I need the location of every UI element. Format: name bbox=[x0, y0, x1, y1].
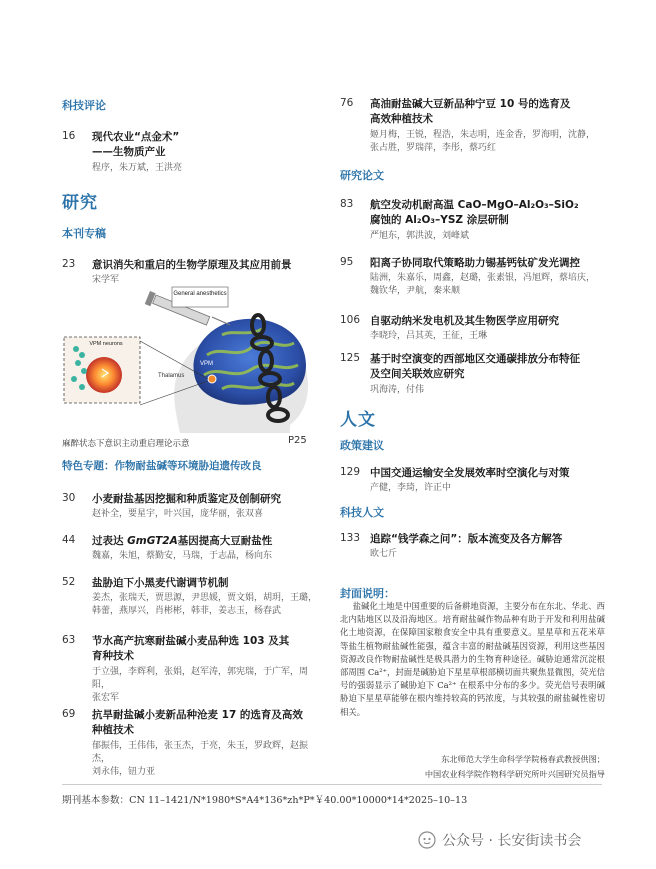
page-number: 76 bbox=[340, 97, 354, 109]
toc-entry-106[interactable] bbox=[340, 314, 610, 344]
page-number: 23 bbox=[62, 258, 76, 270]
entry-title: 基于时空演变的西部地区交通碳排放分布特征 及空间关联效应研究 bbox=[370, 353, 580, 380]
entry-title: 航空发动机耐高温 CaO–MgO–Al₂O₃–SiO₂ 腐蚀的 Al₂O₃–YSZ 涂层研制 bbox=[370, 199, 579, 226]
feature-figure bbox=[62, 285, 310, 433]
cover-description-title: 封面说明： bbox=[340, 587, 395, 600]
toc-entry-133[interactable] bbox=[340, 532, 610, 562]
entry-title: 过表达 GmGT2A基因提高大豆耐盐性 bbox=[92, 535, 273, 547]
entry-authors: 陆洲，朱嘉乐，周鑫，赵璐，张素银，冯旭辉，蔡培庆， 魏钦华，尹航，秦来顺 bbox=[370, 273, 596, 296]
entry-title: 追踪“钱学森之问”：版本流变及各方解答 bbox=[370, 533, 563, 545]
entry-authors: 郁振伟，王伟伟，张玉杰，于亮，朱玉，罗政辉，赵振杰， 刘永伟，钮力亚 bbox=[92, 741, 309, 777]
cover-description-body: 盐碱化土地是中国重要的后备耕地资源，主要分布在东北、华北、西北内陆地区以及沿海地区。培育耐盐碱作物品种有助于开发和利用盐碱化土地资源，在保障国家粮食安全中具有重要意义。星星草和五花米草等盐生植物耐盐碱性能强，蕴含丰富的耐盐碱基因资源，利用这些基因资源改良作物耐盐碱性是极具潜力的生物育种途径。碱胁迫通常沉淀根部周围 Ca²⁺，封面是碱胁迫下星星草根部横切面共聚焦显微图，荧光信号的强弱显示了碱胁迫下 Ca²⁺ 在根系中分布的多少。荧光信号表明碱胁迫下星星草能够在根内维持较高的钙浓度，与其较强的耐盐碱性密切相关。 bbox=[340, 601, 605, 717]
entry-authors: 欧七斤 bbox=[370, 549, 398, 559]
entry-authors: 李晓玲，吕其英，王征，王琳 bbox=[370, 331, 488, 341]
label-general-anesthetics: General anesthetics bbox=[173, 291, 227, 297]
entry-authors: 严旭东，郭洪波，刘峰斌 bbox=[370, 231, 470, 241]
toc-entry-83[interactable] bbox=[340, 198, 610, 243]
figure-page: P25 bbox=[288, 435, 307, 446]
entry-authors: 宋学军 bbox=[92, 275, 120, 285]
section-humanities: 人文 bbox=[340, 410, 376, 430]
brain-illustration bbox=[62, 285, 310, 433]
toc-entry-52[interactable] bbox=[62, 576, 322, 621]
entry-title: 高油耐盐碱大豆新品种宁豆 10 号的选育及 高效种植技术 bbox=[370, 98, 571, 125]
entry-authors: 魏嘉，朱旭，蔡勤安，马瑞，于志晶，杨向东 bbox=[92, 551, 273, 561]
toc-entry-125[interactable] bbox=[340, 352, 610, 397]
entry-authors: 赵补全，要星宇，叶兴国，庞华丽，张双喜 bbox=[92, 509, 264, 519]
page-number: 52 bbox=[62, 576, 76, 588]
entry-title: 盐胁迫下小黑麦代谢调节机制 bbox=[92, 577, 229, 589]
figure-caption: 麻醉状态下意识主动重启理论示意 bbox=[62, 439, 190, 449]
entry-title: 小麦耐盐基因挖掘和种质鉴定及创制研究 bbox=[92, 493, 281, 505]
entry-authors: 于立强，李辉利，张娟，赵军涛，郭宪瑞，于广军，周阳， 张宏军 bbox=[92, 667, 309, 703]
section-research-papers: 研究论文 bbox=[340, 169, 384, 182]
entry-authors: 姬月梅，王锐，程浩，朱志明，连金香，罗海明，沈静， 张占胜，罗瑞萍，李彤，蔡巧红 bbox=[370, 130, 596, 153]
label-vpm-neurons: VPM neurons bbox=[89, 341, 123, 347]
page-number: 63 bbox=[62, 634, 76, 646]
subsection-special-topic: 特色专题：作物耐盐碱等环境胁迫遗传改良 bbox=[62, 460, 262, 472]
page-number: 95 bbox=[340, 256, 354, 268]
anesthetics-label-box bbox=[172, 287, 228, 307]
toc-entry-129[interactable] bbox=[340, 466, 610, 496]
thalamus-marker bbox=[208, 375, 216, 383]
toc-entry-30[interactable] bbox=[62, 492, 322, 522]
section-tech-review: 科技评论 bbox=[62, 99, 106, 112]
page-number: 30 bbox=[62, 492, 76, 504]
label-vpm: VPM bbox=[200, 361, 214, 367]
watermark-text: 公众号 · 长安街读书会 bbox=[442, 833, 582, 849]
entry-title: 阳离子协同取代策略助力锡基钙钛矿发光调控 bbox=[370, 257, 580, 269]
toc-entry-16[interactable] bbox=[62, 130, 322, 175]
toc-entry-69[interactable] bbox=[62, 708, 322, 777]
cover-credit-2: 中国农业科学院作物科学研究所叶兴国研究员指导 bbox=[424, 769, 605, 779]
page-number: 44 bbox=[62, 534, 76, 546]
entry-title: 自驱动纳米发电机及其生物医学应用研究 bbox=[370, 315, 559, 327]
subsection-sci-humanities: 科技人文 bbox=[340, 506, 384, 519]
entry-title: 现代农业“点金术” ——生物质产业 bbox=[92, 131, 180, 158]
entry-authors: 产健，李琦，许正中 bbox=[370, 483, 452, 493]
footer-divider bbox=[62, 784, 602, 785]
page-number: 106 bbox=[340, 314, 361, 326]
entry-authors: 程序，朱万斌，王洪亮 bbox=[92, 163, 183, 173]
page-number: 125 bbox=[340, 352, 361, 364]
watermark bbox=[418, 830, 581, 850]
toc-entry-44[interactable] bbox=[62, 534, 322, 564]
entry-title: 中国交通运输安全发展效率时空演化与对策 bbox=[370, 467, 570, 479]
wechat-icon bbox=[418, 831, 436, 849]
toc-entry-63[interactable] bbox=[62, 634, 322, 703]
toc-entry-95[interactable] bbox=[340, 256, 610, 301]
page-number: 16 bbox=[62, 130, 76, 142]
section-research: 研究 bbox=[62, 193, 98, 213]
entry-title: 节水高产抗寒耐盐碱小麦品种选 103 及其 育种技术 bbox=[92, 635, 290, 662]
page-number: 133 bbox=[340, 532, 361, 544]
cover-credit-1: 东北师范大学生命科学学院杨春武教授供图； bbox=[441, 754, 605, 764]
journal-params: 期刊基本参数：CN 11–1421/N*1980*S*A4*136*zh*P*￥40.00*10000*14*2025–10–13 bbox=[62, 795, 468, 806]
label-thalamus: Thalamus bbox=[158, 373, 185, 379]
entry-authors: 姜杰，张瑞天，贾思源，尹思媛，贾文娟，胡玥，王璐， 韩蕾，燕厚兴，肖彬彬，韩菲，姜志玉，杨春武 bbox=[92, 593, 318, 616]
page-number: 83 bbox=[340, 198, 354, 210]
subsection-feature: 本刊专稿 bbox=[62, 227, 106, 240]
page-number: 69 bbox=[62, 708, 76, 720]
entry-title: 抗旱耐盐碱小麦新品种沧麦 17 的选育及高效 种植技术 bbox=[92, 709, 303, 736]
toc-entry-76[interactable] bbox=[340, 97, 610, 157]
toc-entry-23[interactable] bbox=[62, 258, 322, 288]
entry-title: 意识消失和重启的生物学原理及其应用前景 bbox=[92, 259, 292, 271]
page-number: 129 bbox=[340, 466, 361, 478]
subsection-policy: 政策建议 bbox=[340, 439, 384, 452]
entry-authors: 巩海涛，付伟 bbox=[370, 385, 425, 395]
